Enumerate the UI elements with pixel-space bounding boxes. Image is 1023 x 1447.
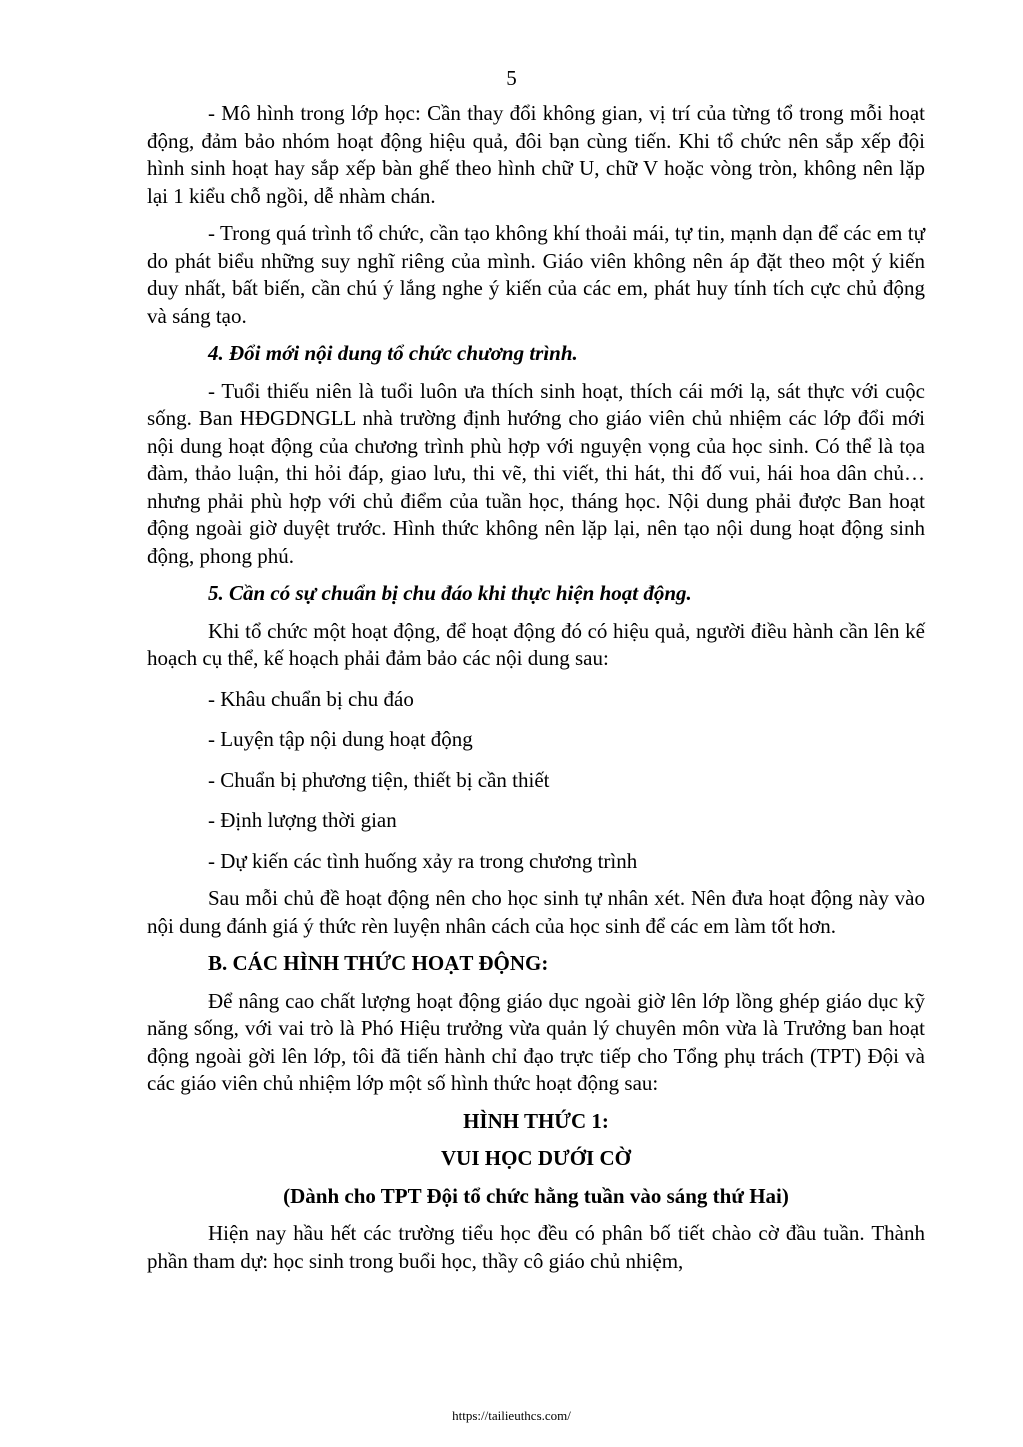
list-item: - Chuẩn bị phương tiện, thiết bị cần thiết xyxy=(208,767,550,792)
page-number: 5 xyxy=(506,66,517,90)
heading-section-4: 4. Đổi mới nội dung tổ chức chương trình. xyxy=(208,341,578,365)
list-item: - Dự kiến các tình huống xảy ra trong chương trình xyxy=(208,848,638,873)
paragraph-organization-atmosphere: - Trong quá trình tổ chức, cần tạo không khí thoải mái, tự tin, mạnh dạn để các em tự do phát biểu những suy nghĩ riêng của mình. Giáo viên không nên áp đặt theo một ý kiến duy nhất, bất biến, cần chú ý lắng nghe ý kiến của các em, phát huy tính tích cực chủ động và sáng tạo. xyxy=(147,221,925,328)
list-item: - Khâu chuẩn bị chu đáo xyxy=(208,686,414,711)
list-item: - Định lượng thời gian xyxy=(208,808,397,832)
form-name: VUI HỌC DƯỚI CỜ xyxy=(441,1146,631,1170)
heading-section-b: B. CÁC HÌNH THỨC HOẠT ĐỘNG: xyxy=(208,951,549,975)
paragraph-planning: Khi tổ chức một hoạt động, để hoạt động đó có hiệu quả, người điều hành cần lên kế hoạch cụ thể, kế hoạch phải đảm bảo các nội dung sau: xyxy=(147,618,925,670)
paragraph-activity-forms: Để nâng cao chất lượng hoạt động giáo dục ngoài giờ lên lớp lồng ghép giáo dục kỹ năng sống, với vai trò là Phó Hiệu trưởng vừa quản lý chuyên môn vừa là Trưởng ban hoạt động ngoài gời lên lớp, tôi đã tiến hành chỉ đạo trực tiếp cho Tổng phụ trách (TPT) Đội và các giáo viên chủ nhiệm lớp một số hình thức hoạt động sau: xyxy=(147,988,925,1095)
form-note: (Dành cho TPT Đội tổ chức hằng tuần vào sáng thứ Hai) xyxy=(283,1183,789,1208)
paragraph-content-renewal: - Tuổi thiếu niên là tuổi luôn ưa thích sinh hoạt, thích cái mới lạ, sát thực với cuộc sống. Ban HĐGDNGLL nhà trường định hướng cho giáo viên chủ nhiệm các lớp đổi mới nội dung hoạt động của chương trình phù hợp với nguyện vọng của học sinh. Có thể là tọa đàm, thảo luận, thi hỏi đáp, giao lưu, thi vẽ, thi viết, thi hát, thi đố vui, hái hoa dân chủ… nhưng phải phù hợp với chủ điểm của tuần học, tháng học. Nội dung phải được Ban hoạt động ngoài giờ duyệt trước. Hình thức không nên lặp lại, nên tạo nội dung hoạt động sinh động, phong phú. xyxy=(147,378,925,568)
paragraph-self-review: Sau mỗi chủ đề hoạt động nên cho học sinh tự nhân xét. Nên đưa hoạt động này vào nội dung đánh giá ý thức rèn luyện nhân cách của học sinh để các em làm tốt hơn. xyxy=(147,886,925,938)
list-item: - Luyện tập nội dung hoạt động xyxy=(208,727,473,751)
paragraph-classroom-model: - Mô hình trong lớp học: Cần thay đổi không gian, vị trí của từng tổ trong mỗi hoạt động, đảm bảo nhóm hoạt động hiệu quả, đôi bạn cùng tiến. Khi tổ chức nên sắp xếp đội hình sinh hoạt hay sắp xếp bàn ghế theo hình chữ U, chữ V hoặc vòng tròn, không nên lặp lại 1 kiểu chỗ ngồi, dễ nhàm chán. xyxy=(147,101,925,208)
heading-section-5: 5. Cần có sự chuẩn bị chu đáo khi thực hiện hoạt động. xyxy=(208,581,692,605)
footer-url: https://tailieuthcs.com/ xyxy=(452,1408,571,1423)
paragraph-flag-ceremony: Hiện nay hầu hết các trường tiểu học đều có phân bố tiết chào cờ đầu tuần. Thành phần tham dự: học sinh trong buổi học, thầy cô giáo chủ nhiệm, xyxy=(147,1221,925,1273)
form-title: HÌNH THỨC 1: xyxy=(463,1108,609,1133)
document-body xyxy=(147,100,925,1275)
